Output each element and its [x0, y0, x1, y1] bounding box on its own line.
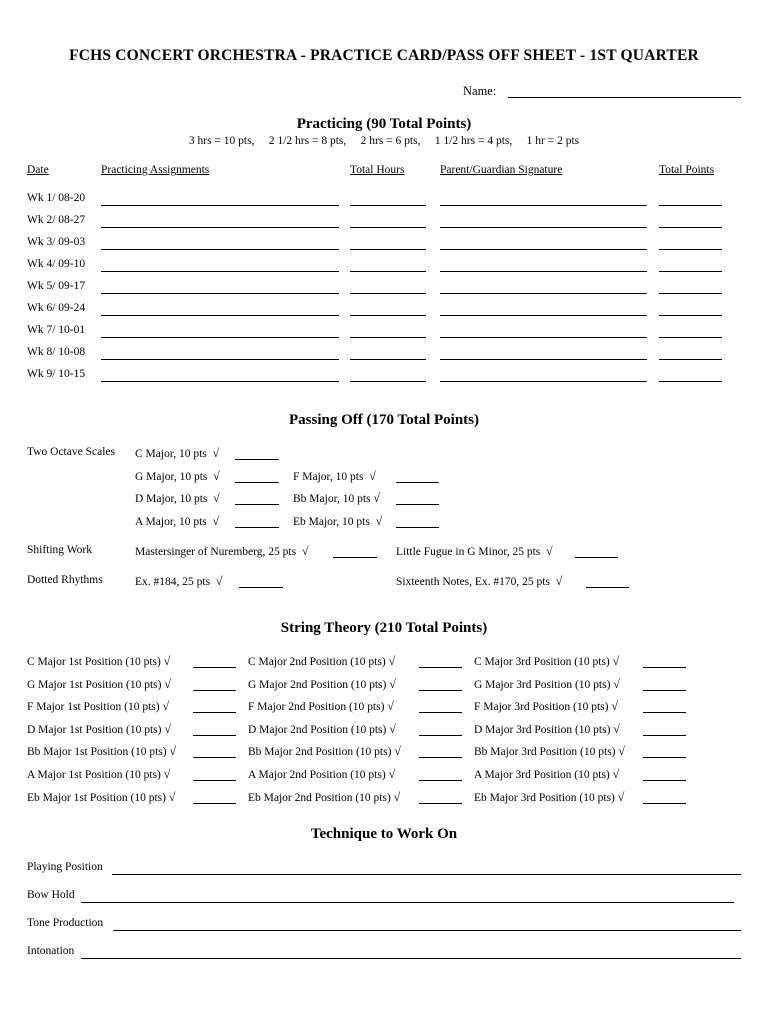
theory-item: Bb Major 1st Position (10 pts) √ [27, 744, 177, 759]
scale-g-blank[interactable] [235, 482, 279, 483]
dotted-item-2-blank[interactable] [586, 587, 629, 588]
theory-item-blank[interactable] [643, 757, 686, 758]
week-label: Wk 6/ 09-24 [27, 302, 86, 314]
theory-item: Eb Major 1st Position (10 pts) √ [27, 789, 176, 804]
points-field[interactable] [659, 293, 722, 294]
scale-f-blank[interactable] [396, 482, 439, 483]
scale-f: F Major, 10 pts √ [293, 469, 376, 483]
dotted-item-1: Ex. #184, 25 pts √ [135, 574, 223, 588]
theory-item: C Major 2nd Position (10 pts) √ [248, 654, 396, 668]
theory-item-blank[interactable] [419, 690, 462, 691]
theory-item: F Major 2nd Position (10 pts) √ [248, 699, 394, 714]
scale-item: 2 hrs = 6 pts, [360, 135, 421, 147]
theory-item-blank[interactable] [193, 735, 236, 736]
shifting-item-1: Mastersinger of Nuremberg, 25 pts √ [135, 544, 309, 558]
theory-item: F Major 1st Position (10 pts) √ [27, 699, 170, 714]
scale-d: D Major, 10 pts √ [135, 491, 220, 505]
points-field[interactable] [659, 205, 722, 206]
points-field[interactable] [659, 337, 722, 338]
theory-item: Bb Major 3rd Position (10 pts) √ [474, 744, 625, 759]
signature-field[interactable] [440, 293, 647, 294]
scale-bb: Bb Major, 10 pts √ [293, 491, 380, 505]
points-field[interactable] [659, 381, 722, 382]
hours-field[interactable] [350, 359, 426, 360]
theory-item-blank[interactable] [419, 712, 462, 713]
theory-item: Bb Major 2nd Position (10 pts) √ [248, 744, 401, 759]
hours-field[interactable] [350, 315, 426, 316]
dotted-item-1-blank[interactable] [239, 587, 283, 588]
assignment-field[interactable] [101, 381, 339, 382]
theory-item: G Major 1st Position (10 pts) √ [27, 676, 171, 691]
col-hours: Total Hours [350, 164, 405, 176]
theory-item: G Major 2nd Position (10 pts) √ [248, 676, 396, 691]
hours-field[interactable] [350, 249, 426, 250]
assignment-field[interactable] [101, 337, 339, 338]
assignment-field[interactable] [101, 227, 339, 228]
hours-field[interactable] [350, 271, 426, 272]
shifting-item-2: Little Fugue in G Minor, 25 pts √ [396, 544, 553, 558]
scale-item: 1 1/2 hrs = 4 pts, [434, 135, 513, 147]
signature-field[interactable] [440, 227, 647, 228]
points-field[interactable] [659, 227, 722, 228]
hours-field[interactable] [350, 293, 426, 294]
col-assignments: Practicing Assignments [101, 164, 210, 176]
assignment-field[interactable] [101, 249, 339, 250]
hours-field[interactable] [350, 205, 426, 206]
assignment-field[interactable] [101, 359, 339, 360]
week-label: Wk 2/ 08-27 [27, 214, 86, 226]
col-date: Date [27, 164, 49, 176]
points-field[interactable] [659, 271, 722, 272]
technique-heading: Technique to Work On [310, 826, 458, 842]
theory-item: G Major 3rd Position (10 pts) √ [474, 676, 620, 691]
week-label: Wk 4/ 09-10 [27, 258, 86, 270]
theory-item-blank[interactable] [643, 780, 686, 781]
theory-item-blank[interactable] [419, 780, 462, 781]
theory-item: A Major 2nd Position (10 pts) √ [248, 767, 396, 781]
theory-item-blank[interactable] [643, 735, 686, 736]
passing-off-heading: Passing Off (170 Total Points) [288, 412, 480, 428]
page-title: FCHS CONCERT ORCHESTRA - PRACTICE CARD/PASS OFF SHEET - 1ST QUARTER [69, 47, 699, 64]
theory-item: A Major 3rd Position (10 pts) √ [474, 767, 620, 781]
theory-item-blank[interactable] [193, 690, 236, 691]
week-label: Wk 7/ 10-01 [27, 324, 86, 336]
theory-item: D Major 1st Position (10 pts) √ [27, 721, 171, 736]
assignment-field[interactable] [101, 271, 339, 272]
theory-item: A Major 1st Position (10 pts) √ [27, 767, 171, 781]
theory-item-blank[interactable] [643, 690, 686, 691]
theory-item-blank[interactable] [419, 667, 462, 668]
scale-a: A Major, 10 pts √ [135, 514, 220, 528]
theory-item-blank[interactable] [193, 757, 236, 758]
week-label: Wk 1/ 08-20 [27, 192, 86, 204]
scales-label: Two Octave Scales [27, 446, 115, 458]
points-field[interactable] [659, 359, 722, 360]
theory-item: D Major 3rd Position (10 pts) √ [474, 721, 620, 736]
scale-eb: Eb Major, 10 pts √ [293, 514, 383, 528]
shifting-item-2-blank[interactable] [575, 557, 618, 558]
theory-item-blank[interactable] [193, 803, 236, 804]
dotted-item-2: Sixteenth Notes, Ex. #170, 25 pts √ [396, 574, 563, 588]
scale-item: 2 1/2 hrs = 8 pts, [268, 135, 347, 147]
scale-g: G Major, 10 pts √ [135, 469, 220, 483]
shifting-item-1-blank[interactable] [333, 557, 377, 558]
theory-item-blank[interactable] [193, 780, 236, 781]
string-theory-heading: String Theory (210 Total Points) [280, 620, 488, 636]
scale-a-blank[interactable] [235, 527, 279, 528]
hours-field[interactable] [350, 337, 426, 338]
signature-field[interactable] [440, 337, 647, 338]
scale-d-blank[interactable] [235, 504, 279, 505]
technique-item: Tone Production [27, 917, 104, 929]
week-label: Wk 9/ 10-15 [27, 368, 86, 380]
col-points: Total Points [659, 164, 715, 176]
theory-item-blank[interactable] [419, 757, 462, 758]
signature-field[interactable] [440, 271, 647, 272]
week-label: Wk 5/ 09-17 [27, 280, 86, 292]
assignment-field[interactable] [101, 293, 339, 294]
technique-item: Bow Hold [27, 889, 75, 901]
technique-field[interactable] [81, 958, 741, 959]
technique-item: Intonation [27, 945, 75, 957]
week-label: Wk 8/ 10-08 [27, 346, 86, 358]
practicing-heading: Practicing (90 Total Points) [296, 116, 472, 132]
theory-item: C Major 1st Position (10 pts) √ [27, 654, 171, 668]
scale-c: C Major, 10 pts √ [135, 446, 220, 460]
week-label: Wk 3/ 09-03 [27, 236, 86, 248]
dotted-label: Dotted Rhythms [27, 574, 103, 586]
signature-field[interactable] [440, 249, 647, 250]
theory-item-blank[interactable] [643, 803, 686, 804]
hours-field[interactable] [350, 227, 426, 228]
points-field[interactable] [659, 315, 722, 316]
scale-c-blank[interactable] [235, 459, 279, 460]
theory-item-blank[interactable] [643, 667, 686, 668]
theory-item: Eb Major 2nd Position (10 pts) √ [248, 789, 401, 804]
theory-item-blank[interactable] [419, 735, 462, 736]
theory-item: Eb Major 3rd Position (10 pts) √ [474, 789, 625, 804]
technique-field[interactable] [113, 930, 741, 931]
practice-scale [0, 135, 768, 147]
hours-field[interactable] [350, 381, 426, 382]
theory-item-blank[interactable] [193, 667, 236, 668]
points-field[interactable] [659, 249, 722, 250]
assignment-field[interactable] [101, 205, 339, 206]
technique-field[interactable] [112, 874, 741, 875]
theory-item: C Major 3rd Position (10 pts) √ [474, 654, 620, 668]
scale-eb-blank[interactable] [396, 527, 439, 528]
scale-bb-blank[interactable] [396, 504, 439, 505]
technique-item: Playing Position [27, 861, 103, 873]
name-field[interactable] [508, 97, 741, 98]
col-signature: Parent/Guardian Signature [440, 164, 563, 176]
theory-item: F Major 3rd Position (10 pts) √ [474, 699, 618, 714]
assignment-field[interactable] [101, 315, 339, 316]
theory-item: D Major 2nd Position (10 pts) √ [248, 721, 396, 736]
name-label: Name: [463, 84, 497, 98]
scale-item: 1 hr = 2 pts [526, 135, 580, 147]
scale-item: 3 hrs = 10 pts, [188, 135, 255, 147]
theory-item-blank[interactable] [643, 712, 686, 713]
signature-field[interactable] [440, 315, 647, 316]
signature-field[interactable] [440, 381, 647, 382]
shifting-label: Shifting Work [27, 544, 92, 556]
signature-field[interactable] [440, 359, 647, 360]
theory-item-blank[interactable] [193, 712, 236, 713]
theory-item-blank[interactable] [419, 803, 462, 804]
technique-field[interactable] [81, 902, 734, 903]
signature-field[interactable] [440, 205, 647, 206]
